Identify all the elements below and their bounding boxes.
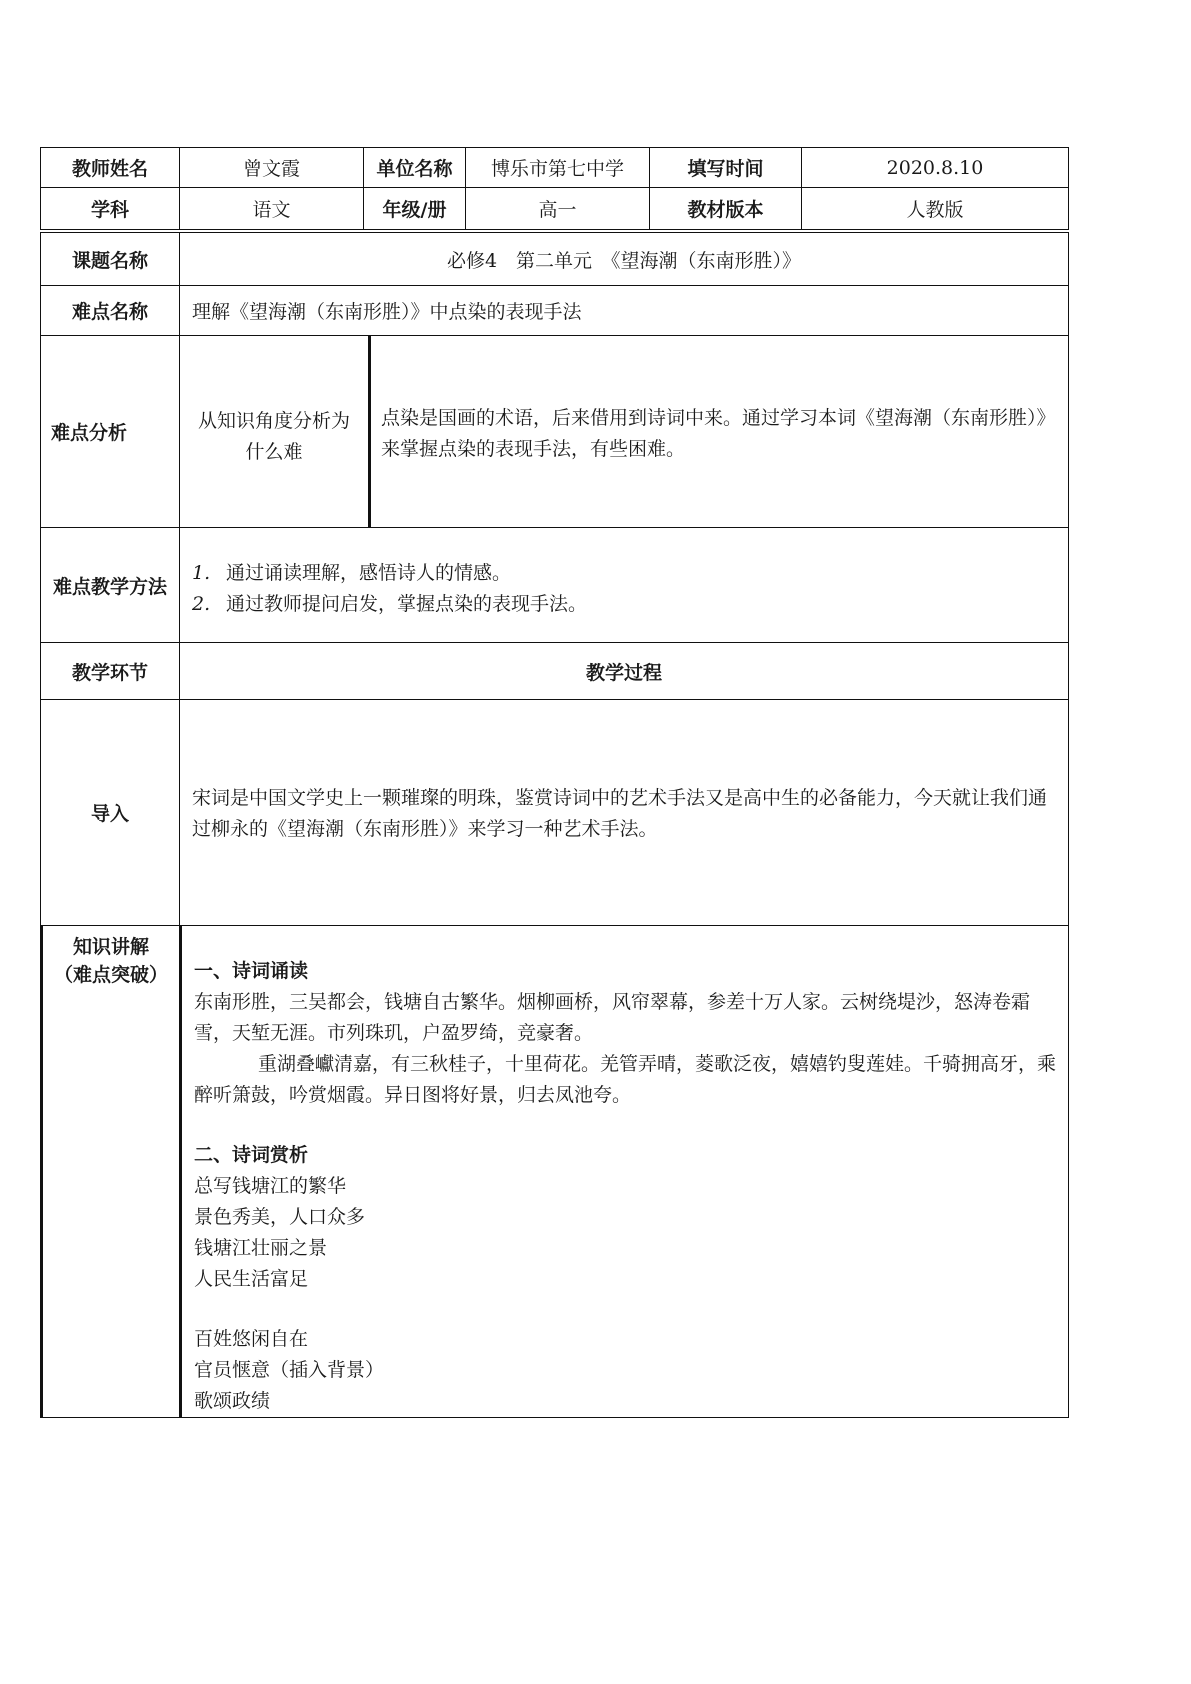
teacher-name-value: 曾文霞: [179, 147, 364, 188]
difficulty-value: 理解《望海潮（东南形胜）》中点染的表现手法: [179, 285, 1069, 336]
grade-label: 年级/册: [363, 187, 466, 230]
poem-paragraph-2: 重湖叠巘清嘉，有三秋桂子，十里荷花。羌管弄晴，菱歌泛夜，嬉嬉钓叟莲娃。千骑拥高牙，乘醉听箫鼓，吟赏烟霞。异日图将好景，归去凤池夸。: [194, 1053, 1057, 1106]
analysis-sub-label: [179, 335, 369, 528]
edition-label: 教材版本: [649, 187, 802, 230]
list-item: 歌颂政绩: [194, 1390, 271, 1412]
knowledge-label-cell: [40, 925, 180, 1418]
unit-name-value: 博乐市第七中学: [465, 147, 650, 188]
topic-value: 必修4 第二单元 《望海潮（东南形胜）》: [179, 232, 1069, 286]
difficulty-label: 难点名称: [40, 285, 180, 336]
analysis-text-cell: [368, 335, 1069, 528]
knowledge-content-cell: [179, 925, 1069, 1418]
methods-label: 难点教学方法: [40, 527, 180, 643]
edition-value: 人教版: [801, 187, 1069, 230]
analysis-label: 难点分析: [40, 335, 180, 528]
grade-value: 高一: [465, 187, 650, 230]
process-content-header: 教学过程: [179, 642, 1069, 700]
list-number: 2.: [192, 593, 211, 615]
list-text: 通过诵读理解，感悟诗人的情感。: [226, 562, 512, 584]
methods-list: [192, 558, 1056, 620]
topic-label: 课题名称: [40, 232, 180, 286]
list-item: 钱塘江壮丽之景: [194, 1237, 328, 1259]
intro-cell: [179, 699, 1069, 926]
list-item: 人民生活富足: [194, 1268, 309, 1290]
list-number: 1.: [192, 562, 211, 584]
subject-value: 语文: [179, 187, 364, 230]
intro-label: 导入: [40, 699, 180, 926]
unit-name-label: 单位名称: [363, 147, 466, 188]
analysis-text: 点染是国画的术语，后来借用到诗词中来。通过学习本词《望海潮（东南形胜）》来掌握点染的表现手法，有些困难。: [381, 407, 1056, 460]
knowledge-label-line2: （难点突破）: [53, 964, 168, 986]
subject-label: 学科: [40, 187, 180, 230]
list-item: 官员惬意（插入背景）: [194, 1359, 385, 1381]
section-title-recitation: 一、诗词诵读: [194, 960, 309, 982]
analysis-sub-label-text: 从知识角度分析为什么难: [197, 410, 350, 463]
list-item: 景色秀美，人口众多: [194, 1206, 366, 1228]
list-item: [192, 589, 1056, 620]
poem-paragraph-1: 东南形胜，三吴都会，钱塘自古繁华。烟柳画桥，风帘翠幕，参差十万人家。云树绕堤沙，怒涛卷霜雪，天堑无涯。市列珠玑，户盈罗绮，竞豪奢。: [194, 991, 1031, 1044]
process-stage-header: 教学环节: [40, 642, 180, 700]
methods-cell: [179, 527, 1069, 643]
intro-text: 宋词是中国文学史上一颗璀璨的明珠，鉴赏诗词中的艺术手法又是高中生的必备能力，今天就让我们通过柳永的《望海潮（东南形胜）》来学习一种艺术手法。: [192, 787, 1048, 840]
knowledge-label-line1: 知识讲解: [72, 936, 149, 958]
list-item: 总写钱塘江的繁华: [194, 1175, 347, 1197]
fill-date-label: 填写时间: [649, 147, 802, 188]
list-item: 百姓悠闲自在: [194, 1328, 309, 1350]
list-item: [192, 558, 1056, 589]
teacher-name-label: 教师姓名: [40, 147, 180, 188]
fill-date-value: 2020.8.10: [801, 147, 1069, 188]
list-text: 通过教师提问启发，掌握点染的表现手法。: [226, 593, 588, 615]
section-title-appreciation: 二、诗词赏析: [194, 1144, 309, 1166]
